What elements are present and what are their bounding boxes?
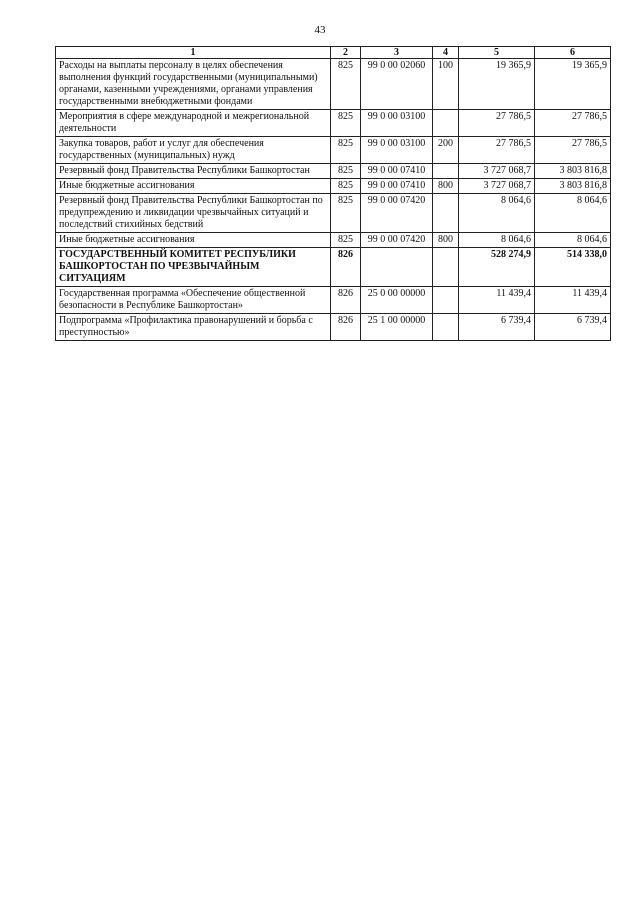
table-row (56, 314, 611, 341)
row-expense-kind (433, 164, 459, 179)
row-amount-1: 19 365,9 (459, 59, 535, 110)
row-amount-2: 3 803 816,8 (535, 179, 611, 194)
col-header-2: 2 (331, 47, 361, 59)
row-amount-1: 3 727 068,7 (459, 164, 535, 179)
row-ministry-code: 825 (331, 194, 361, 233)
row-expense-kind (433, 248, 459, 287)
row-amount-2: 27 786,5 (535, 110, 611, 137)
table-row (56, 110, 611, 137)
row-amount-2: 3 803 816,8 (535, 164, 611, 179)
table-row (56, 287, 611, 314)
table-row (56, 179, 611, 194)
table-row (56, 59, 611, 110)
row-name: Мероприятия в сфере международной и межрегиональной деятельности (56, 110, 331, 137)
row-expense-kind (433, 110, 459, 137)
row-target-code: 99 0 00 03100 (361, 110, 433, 137)
page-number: 43 (314, 24, 326, 36)
row-expense-kind: 200 (433, 137, 459, 164)
row-amount-1: 6 739,4 (459, 314, 535, 341)
col-header-4: 4 (433, 47, 459, 59)
row-name: Иные бюджетные ассигнования (56, 233, 331, 248)
row-target-code: 99 0 00 03100 (361, 137, 433, 164)
row-amount-1: 27 786,5 (459, 137, 535, 164)
row-amount-2: 8 064,6 (535, 233, 611, 248)
row-amount-2: 11 439,4 (535, 287, 611, 314)
row-ministry-code: 825 (331, 233, 361, 248)
row-name: Государственная программа «Обеспечение общественной безопасности в Республике Башкортостан» (56, 287, 331, 314)
row-name: ГОСУДАРСТВЕННЫЙ КОМИТЕТ РЕСПУБЛИКИ БАШКОРТОСТАН ПО ЧРЕЗВЫЧАЙНЫМ СИТУАЦИЯМ (56, 248, 331, 287)
row-name: Резервный фонд Правительства Республики Башкортостан по предупреждению и ликвидации чрезвычайных ситуаций и последствий стихийных бедствий (56, 194, 331, 233)
row-ministry-code: 825 (331, 110, 361, 137)
row-amount-2: 27 786,5 (535, 137, 611, 164)
row-target-code: 99 0 00 07420 (361, 233, 433, 248)
row-target-code: 25 0 00 00000 (361, 287, 433, 314)
row-amount-1: 8 064,6 (459, 194, 535, 233)
col-header-3: 3 (361, 47, 433, 59)
row-name: Расходы на выплаты персоналу в целях обеспечения выполнения функций государственными (муниципальными) органами, казенными учреждениями, органами управления государственными внебюджетными фондами (56, 59, 331, 110)
header-row (56, 47, 611, 59)
row-amount-2: 514 338,0 (535, 248, 611, 287)
row-name: Подпрограмма «Профилактика правонарушений и борьба с преступностью» (56, 314, 331, 341)
row-expense-kind: 800 (433, 233, 459, 248)
col-header-5: 5 (459, 47, 535, 59)
row-amount-2: 6 739,4 (535, 314, 611, 341)
row-expense-kind: 100 (433, 59, 459, 110)
row-amount-2: 19 365,9 (535, 59, 611, 110)
row-target-code: 99 0 00 07420 (361, 194, 433, 233)
row-name: Закупка товаров, работ и услуг для обеспечения государственных (муниципальных) нужд (56, 137, 331, 164)
row-amount-1: 27 786,5 (459, 110, 535, 137)
row-ministry-code: 825 (331, 137, 361, 164)
table-row (56, 137, 611, 164)
budget-table (55, 46, 611, 341)
row-amount-1: 3 727 068,7 (459, 179, 535, 194)
row-amount-2: 8 064,6 (535, 194, 611, 233)
row-expense-kind: 800 (433, 179, 459, 194)
col-header-1: 1 (56, 47, 331, 59)
row-amount-1: 11 439,4 (459, 287, 535, 314)
row-expense-kind (433, 314, 459, 341)
row-ministry-code: 826 (331, 314, 361, 341)
row-expense-kind (433, 287, 459, 314)
row-name: Резервный фонд Правительства Республики Башкортостан (56, 164, 331, 179)
row-ministry-code: 826 (331, 248, 361, 287)
row-expense-kind (433, 194, 459, 233)
row-amount-1: 528 274,9 (459, 248, 535, 287)
row-target-code: 25 1 00 00000 (361, 314, 433, 341)
row-target-code: 99 0 00 07410 (361, 179, 433, 194)
row-amount-1: 8 064,6 (459, 233, 535, 248)
row-ministry-code: 825 (331, 179, 361, 194)
table-row (56, 194, 611, 233)
table-row (56, 248, 611, 287)
table-row (56, 233, 611, 248)
row-name: Иные бюджетные ассигнования (56, 179, 331, 194)
table-row (56, 164, 611, 179)
row-target-code (361, 248, 433, 287)
row-ministry-code: 826 (331, 287, 361, 314)
row-ministry-code: 825 (331, 59, 361, 110)
row-target-code: 99 0 00 02060 (361, 59, 433, 110)
col-header-6: 6 (535, 47, 611, 59)
row-target-code: 99 0 00 07410 (361, 164, 433, 179)
row-ministry-code: 825 (331, 164, 361, 179)
